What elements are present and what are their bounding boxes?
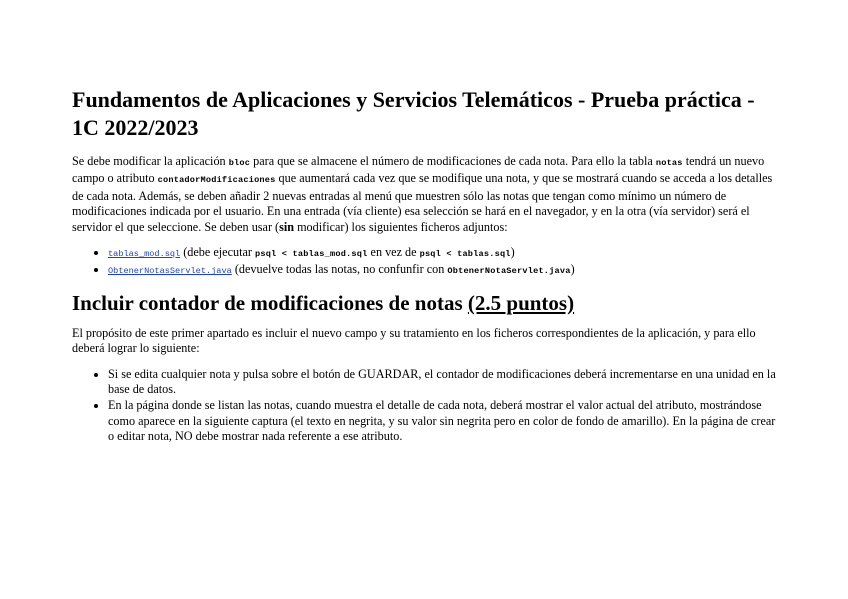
section-heading-text: Incluir contador de modificaciones de notas (72, 290, 468, 315)
page-title: Fundamentos de Aplicaciones y Servicios Telemáticos - Prueba práctica - 1C 2022/2023 (72, 87, 755, 140)
psql-command-code: psql < tablas.sql (419, 249, 511, 260)
file-desc-text-2: ) (570, 262, 575, 277)
psql-mod-command-code: psql < tablas_mod.sql (254, 249, 368, 260)
list-item-file-sql (108, 245, 776, 262)
intro-paragraph (72, 154, 776, 235)
app-name-code: bloc (228, 158, 251, 168)
servlet-name-code: ObtenerNotaServlet.java (447, 266, 571, 277)
intro-bold-sin: sin (279, 219, 295, 234)
section-paragraph: El propósito de este primer apartado es incluir el nuevo campo y su tratamiento en los ficheros correspondientes de la aplicación, y para ello deberá lograr lo siguiente: (72, 325, 756, 356)
file-link-obtener-notas-servlet[interactable]: ObtenerNotasServlet.java (108, 266, 232, 277)
section-points: (2.5 puntos) (467, 290, 575, 315)
intro-text-2: para que se almacene el número de modificaciones de cada nota. Para ello la tabla (250, 154, 656, 168)
list-item: • En la página donde se listan las notas, cuando muestra el detalle de cada nota, deberá mostrar el valor actual del atributo, mostrándose como aparece en la siguiente captura (el texto en negrita, y su valor sin negrita pero en color de fondo de amarillo). En la página de crear o editar nota, NO debe mostrar nada referente a ese atributo. (108, 398, 776, 444)
file-desc-text-3: ) (510, 245, 515, 260)
intro-text-4: que aumentará cada vez que se modifique una nota, y que se mostrará cuando se acceda a los detalles de cada nota. Además, se deben añadir 2 nuevas entradas al menú que muestren sólo las notas que tengan como mínimo un número de modificaciones indicada por el usuario. En una entrada (vía cliente) esa selección se hará en el navegador, y en la otra (vía servidor) será el servidor el que seleccione. Se deben usar ( (72, 171, 773, 234)
table-name-code: notas (655, 158, 683, 168)
intro-text-5: modificar) los siguientes ficheros adjuntos: (294, 219, 508, 234)
list-item: • Si se edita cualquier nota y pulsa sobre el botón de GUARDAR, el contador de modificaciones deberá incrementarse en una unidad en la base de datos. (108, 367, 776, 398)
intro-text-3: tendrá un nuevo campo o atributo (72, 154, 765, 186)
document-content (72, 86, 776, 446)
file-desc-text-1: (debe ejecutar (180, 245, 255, 260)
section-heading (72, 290, 776, 316)
attached-files-list (72, 245, 776, 280)
requirements-list (72, 367, 776, 445)
file-desc-text-2: en vez de (367, 245, 420, 260)
attribute-name-code: contadorModificaciones (157, 175, 276, 186)
file-link-tablas-mod[interactable]: tablas_mod.sql (108, 249, 181, 260)
file-desc-text-1: (devuelve todas las notas, no confunfir con (231, 262, 448, 277)
intro-text-1: Se debe modificar la aplicación (72, 154, 229, 168)
list-item-file-servlet (108, 262, 776, 279)
